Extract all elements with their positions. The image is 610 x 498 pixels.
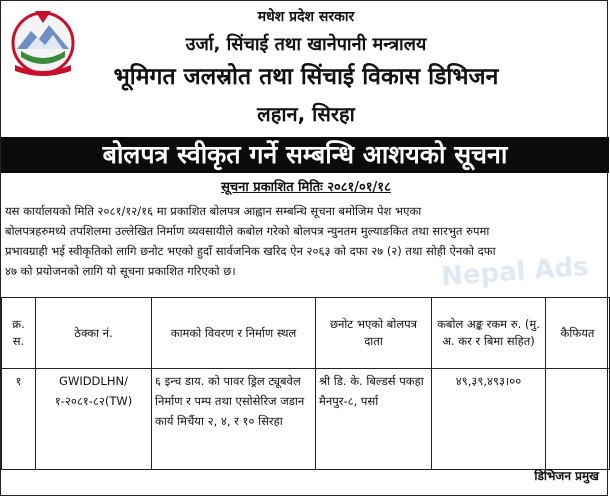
header-amount: कबोल अङ्क रकम रु. (मु. अ. कर र बिमा सहित)	[432, 298, 546, 369]
cell-amount: ४९,३९,४९३।००	[432, 369, 546, 470]
watermark-text: Nepal Ads	[440, 251, 590, 293]
division-heading: भूमिगत जलस्रोत तथा सिंचाई विकास डिभिजन	[113, 64, 499, 90]
notice-title: बोलपत्र स्वीकृत गर्ने सम्बन्धि आशयको सूचना	[102, 140, 508, 169]
body-line: बोलपत्रहरुमध्ये तपशिलमा उल्लेखित निर्माण व्यवसायीले कबोल गरेको बोलपत्र न्युनतम मुल्याङकित तथा सारभुत रुपमा	[5, 224, 490, 238]
header-serial: क्र. स.	[2, 298, 36, 369]
notice-body	[5, 201, 605, 281]
published-date: सूचना प्रकाशित मितिः २०८१/०१/१८	[221, 180, 391, 195]
province-government-heading: मधेश प्रदेश सरकार	[257, 9, 355, 25]
table-row	[2, 369, 610, 470]
cell-description: ६ इन्च डाय. को पावर ड्रिल ट्यूबवेल निर्माण र पम्प तथा एसोसेरिज जडान कार्य मिर्चैया २, ४, र १० सिरहा	[152, 369, 316, 470]
office-location: लहान, सिरहा	[257, 102, 355, 126]
signature-title: डिभिजन प्रमुख	[534, 469, 599, 483]
header-remarks: कैफियत	[546, 298, 610, 369]
bid-table	[1, 297, 610, 470]
notice-title-band	[1, 137, 609, 173]
ministry-heading: उर्जा, सिंचाई तथा खानेपानी मन्त्रालय	[185, 34, 427, 55]
body-line: ४७ को प्रयोजनको लागि यो सूचना प्रकाशित गरिएको छ।	[5, 264, 236, 278]
table-header-row	[2, 298, 610, 369]
cell-bidder: श्री डि. के. बिल्डर्स पकहा मैनपुर-८, पर्सा	[316, 369, 432, 470]
cell-contract-no: GWIDDLHN/१-२०८१-८२(TW)	[36, 369, 152, 470]
body-line: यस कार्यालयको मिति २०८१/१२/१६ मा प्रकाशित बोलपत्र आह्वान सम्बन्धि सूचना बमोजिम पेश भएका	[5, 204, 422, 218]
header-contract-no: ठेक्का नं.	[36, 298, 152, 369]
header-description: कामको विवरण र निर्माण स्थल	[152, 298, 316, 369]
cell-remarks	[546, 369, 610, 470]
header-bidder: छनोट भएको बोलपत्र दाता	[316, 298, 432, 369]
cell-serial: १	[2, 369, 36, 470]
body-line: प्रभावग्राही भई स्वीकृतिको लागि छनोट भएको हुदाँ सार्वजनिक खरिद ऐन २०६३ को दफा २७ (२) तथा सोही ऐनको दफा	[5, 244, 496, 258]
